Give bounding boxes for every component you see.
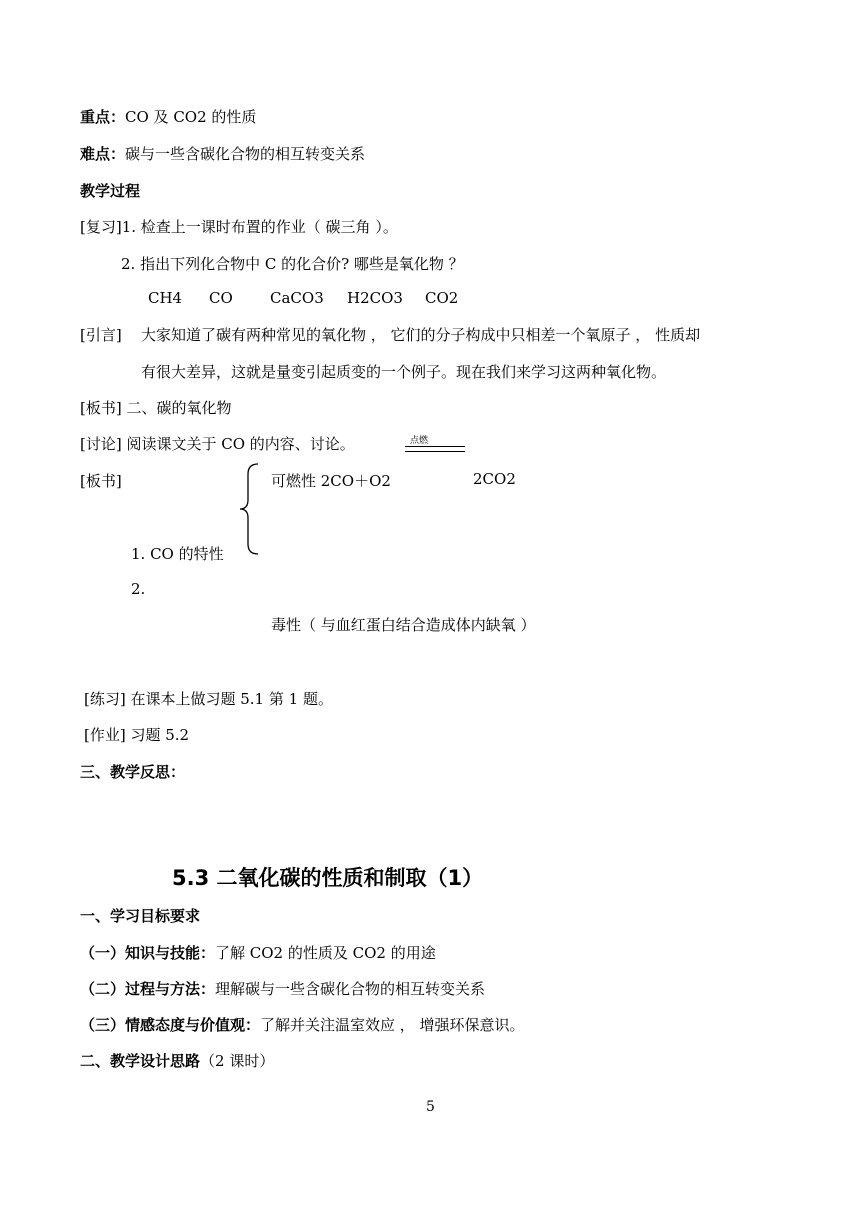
compound-4: H2CO3 <box>347 289 403 307</box>
goal-3-text: 了解并关注温室效应 ， 增强环保意识。 <box>260 1016 525 1034</box>
goal-1 <box>80 942 436 963</box>
key-point-line <box>80 106 256 127</box>
toxicity-line: 毒性（ 与血红蛋白结合造成体内缺氧 ） <box>271 616 536 634</box>
design-hours: （2 课时） <box>200 1052 275 1070</box>
equals-double-line <box>405 446 465 452</box>
goal-3 <box>80 1014 525 1035</box>
compound-1: CH4 <box>148 289 183 307</box>
design-title: 二、教学设计思路 <box>80 1052 201 1070</box>
process-title: 教学过程 <box>80 182 141 200</box>
goal-2-text: 理解碳与一些含碳化合物的相互转变关系 <box>215 980 486 998</box>
review-line: [复习]1. 检查上一课时布置的作业（ 碳三角 ）。 <box>80 218 398 236</box>
discussion-line: [讨论] 阅读课文关于 CO 的内容、讨论。 <box>80 435 355 453</box>
goal-1-label: （一）知识与技能： <box>80 944 216 962</box>
intro-line-2: 有很大差异，这就是量变引起质变的一个例子。现在我们来学习这两种氧化物。 <box>141 363 667 381</box>
design-line <box>80 1050 274 1071</box>
combustibility-equation: 可燃性 2CO＋O2 <box>271 472 391 490</box>
item-2: 2. <box>131 580 146 598</box>
key-point-text: CO 及 CO2 的性质 <box>125 108 257 126</box>
compound-5: CO2 <box>425 289 459 307</box>
reaction-product: 2CO2 <box>473 470 516 488</box>
goals-title: 一、学习目标要求 <box>80 907 201 925</box>
exercise-line: [练习] 在课本上做习题 5.1 第 1 题。 <box>84 690 333 708</box>
page-number: 5 <box>426 1099 435 1115</box>
left-brace-icon <box>238 462 262 556</box>
reaction-condition: 点燃 <box>410 436 429 446</box>
difficulty-label: 难点： <box>80 145 126 163</box>
goal-1-text: 了解 CO2 的性质及 CO2 的用途 <box>215 944 436 962</box>
difficulty-text: 碳与一些含碳化合物的相互转变关系 <box>125 145 366 163</box>
board-tag-2: [板书] <box>80 472 122 490</box>
key-point-label: 重点： <box>80 108 126 126</box>
homework-line: [作业] 习题 5.2 <box>84 726 190 744</box>
compound-2: CO <box>209 289 233 307</box>
intro-line-1: 大家知道了碳有两种常见的氧化物 ， 它们的分子构成中只相差一个氧原子 ， 性质却 <box>141 326 701 344</box>
goal-2-label: （二）过程与方法： <box>80 980 216 998</box>
compound-3: CaCO3 <box>270 289 324 307</box>
co-properties: 1. CO 的特性 <box>131 545 224 563</box>
intro-tag: [引言] <box>80 326 122 344</box>
difficulty-line <box>80 143 365 164</box>
goal-3-label: （三）情感态度与价值观： <box>80 1016 261 1034</box>
goal-2 <box>80 978 485 999</box>
board-note-1: [板书] 二、碳的氧化物 <box>80 399 232 417</box>
reflection-title: 三、教学反思： <box>80 763 186 781</box>
lesson-title: 5.3 二氧化碳的性质和制取（1） <box>172 866 484 890</box>
review-question-2: 2. 指出下列化合物中 C 的化合价? 哪些是氧化物 ？ <box>121 255 464 273</box>
